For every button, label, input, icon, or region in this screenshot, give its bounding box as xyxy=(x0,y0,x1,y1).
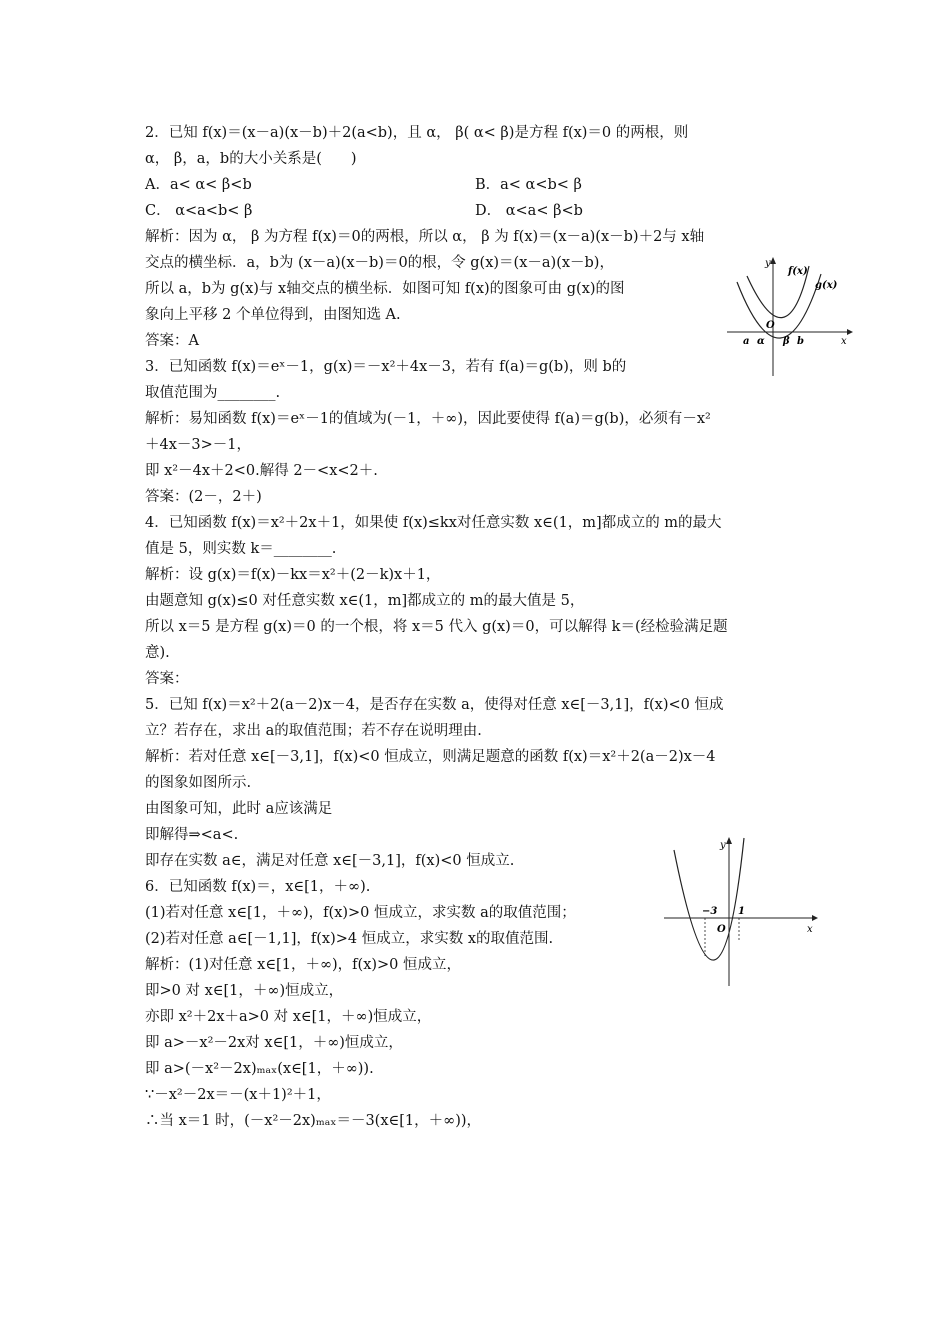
solution-2-line-3: 所以 a，b为 g(x)与 x轴交点的横坐标．如图可知 f(x)的图象可由 g(x)的图 xyxy=(145,281,625,297)
a-label: a xyxy=(743,336,750,347)
origin-label: O xyxy=(766,320,775,331)
problem-6-part-1: (1)若对任意 x∈[1，＋∞)，f(x)>0 恒成立，求实数 a的取值范围； xyxy=(145,905,576,921)
solution-6-line-5: 即 a>(－x²－2x)ₘₐₓ(x∈[1，＋∞)). xyxy=(145,1061,374,1077)
minus-3-label: −3 xyxy=(702,906,718,917)
g-curve xyxy=(737,274,821,338)
solution-5-line-1: 解析：若对任意 x∈[－3,1]，f(x)<0 恒成立，则满足题意的函数 f(x)＝x²＋2(a－2)x－4 xyxy=(145,749,716,765)
options-row-1 xyxy=(145,172,815,198)
problem-3-stem: 3．已知函数 f(x)＝eˣ－1，g(x)＝－x²＋4x－3，若有 f(a)＝g(b)，则 b的 xyxy=(145,359,627,375)
option-a: A．a< α< β<b xyxy=(145,177,252,193)
answer-3: 答案：(2－，2＋) xyxy=(145,489,262,505)
alpha-label: α xyxy=(757,336,765,347)
x-axis-arrow-icon xyxy=(812,915,818,921)
parabola-figure-2 xyxy=(662,830,822,990)
solution-3-line-1: 解析：易知函数 f(x)＝eˣ－1的值域为(－1，＋∞)，因此要使得 f(a)＝g(b)，必须有－x² xyxy=(145,411,711,427)
solution-5-line-2: 的图象如图所示. xyxy=(145,775,252,791)
option-c: C． α<a<b< β xyxy=(145,203,253,219)
y-label: y xyxy=(720,840,726,851)
problem-2-stem-cont: α， β，a，b的大小关系是( ) xyxy=(145,151,357,167)
solution-6-line-1: 解析：(1)对任意 x∈[1，＋∞)，f(x)>0 恒成立， xyxy=(145,957,462,973)
origin-label: O xyxy=(717,924,726,935)
solution-6-line-2: 即>0 对 x∈[1，＋∞)恒成立， xyxy=(145,983,344,999)
solution-3-line-2: ＋4x－3>－1， xyxy=(145,437,252,453)
f-label: f(x) xyxy=(788,266,808,277)
problem-6-stem: 6．已知函数 f(x)＝，x∈[1，＋∞). xyxy=(145,879,371,895)
option-d: D． α<a< β<b xyxy=(475,203,583,219)
solution-2-line-1: 解析：因为 α， β 为方程 f(x)＝0的两根，所以 α， β 为 f(x)＝(x－a)(x－b)＋2与 x轴 xyxy=(145,229,705,245)
x-label: x xyxy=(807,924,813,935)
problem-4-stem-cont: 值是 5，则实数 k＝________. xyxy=(145,541,337,557)
problem-4-stem: 4．已知函数 f(x)＝x²＋2x＋1，如果使 f(x)≤kx对任意实数 x∈(1，m]都成立的 m的最大 xyxy=(145,515,722,531)
problem-5-stem-cont: 立？若存在，求出 a的取值范围；若不存在说明理由. xyxy=(145,723,482,739)
solution-2-line-2: 交点的横坐标．a，b为 (x－a)(x－b)＝0的根，令 g(x)＝(x－a)(x－b)， xyxy=(145,255,614,271)
solution-5-line-5: 即存在实数 a∈，满足对任意 x∈[－3,1]，f(x)<0 恒成立. xyxy=(145,853,515,869)
option-b: B．a< α<b< β xyxy=(475,177,582,193)
b-label: b xyxy=(797,336,804,347)
y-label: y xyxy=(765,258,771,269)
one-label: 1 xyxy=(738,906,745,917)
solution-4-line-2: 由题意知 g(x)≤0 对任意实数 x∈(1，m]都成立的 m的最大值是 5， xyxy=(145,593,585,609)
problem-5-stem: 5．已知 f(x)＝x²＋2(a－2)x－4，是否存在实数 a，使得对任意 x∈[－3,1]，f(x)<0 恒成 xyxy=(145,697,724,713)
options-row-2 xyxy=(145,198,815,224)
solution-6-line-3: 亦即 x²＋2x＋a>0 对 x∈[1，＋∞)恒成立， xyxy=(145,1009,432,1025)
solution-4-line-1: 解析：设 g(x)＝f(x)－kx＝x²＋(2－k)x＋1， xyxy=(145,567,441,583)
solution-5-line-3: 由图象可知，此时 a应该满足 xyxy=(145,801,333,817)
problem-3-stem-cont: 取值范围为________. xyxy=(145,385,281,401)
x-label: x xyxy=(841,336,847,347)
problem-6-part-2: (2)若对任意 a∈[－1,1]，f(x)>4 恒成立，求实数 x的取值范围. xyxy=(145,931,554,947)
y-axis-arrow-icon xyxy=(770,257,776,264)
answer-4: 答案： xyxy=(145,671,189,687)
solution-6-line-4: 即 a>－x²－2x对 x∈[1，＋∞)恒成立， xyxy=(145,1035,403,1051)
x-axis-arrow-icon xyxy=(847,329,853,335)
solution-3-line-3: 即 x²－4x＋2<0.解得 2－<x<2＋. xyxy=(145,463,378,479)
solution-6-line-7: ∴当 x＝1 时，(－x²－2x)ₘₐₓ＝－3(x∈[1，＋∞))， xyxy=(145,1113,482,1129)
solution-4-line-3: 所以 x＝5 是方程 g(x)＝0 的一个根，将 x＝5 代入 g(x)＝0，可以解得 k＝(经检验满足题 xyxy=(145,619,728,635)
beta-label: β xyxy=(783,336,790,347)
y-axis-arrow-icon xyxy=(726,837,732,844)
f-curve xyxy=(674,838,744,960)
g-label: g(x) xyxy=(815,280,838,291)
answer-2: 答案：A xyxy=(145,333,199,349)
problem-2-stem: 2．已知 f(x)＝(x－a)(x－b)＋2(a<b)，且 α， β( α< β)是方程 f(x)＝0 的两根，则 xyxy=(145,125,689,141)
parabola-figure-1 xyxy=(725,252,855,380)
solution-6-line-6: ∵－x²－2x＝－(x＋1)²＋1， xyxy=(145,1087,331,1103)
solution-2-line-4: 象向上平移 2 个单位得到，由图知选 A. xyxy=(145,307,401,323)
solution-5-line-4: 即解得⇒<a<. xyxy=(145,827,239,843)
solution-4-line-4: 意). xyxy=(145,645,170,661)
